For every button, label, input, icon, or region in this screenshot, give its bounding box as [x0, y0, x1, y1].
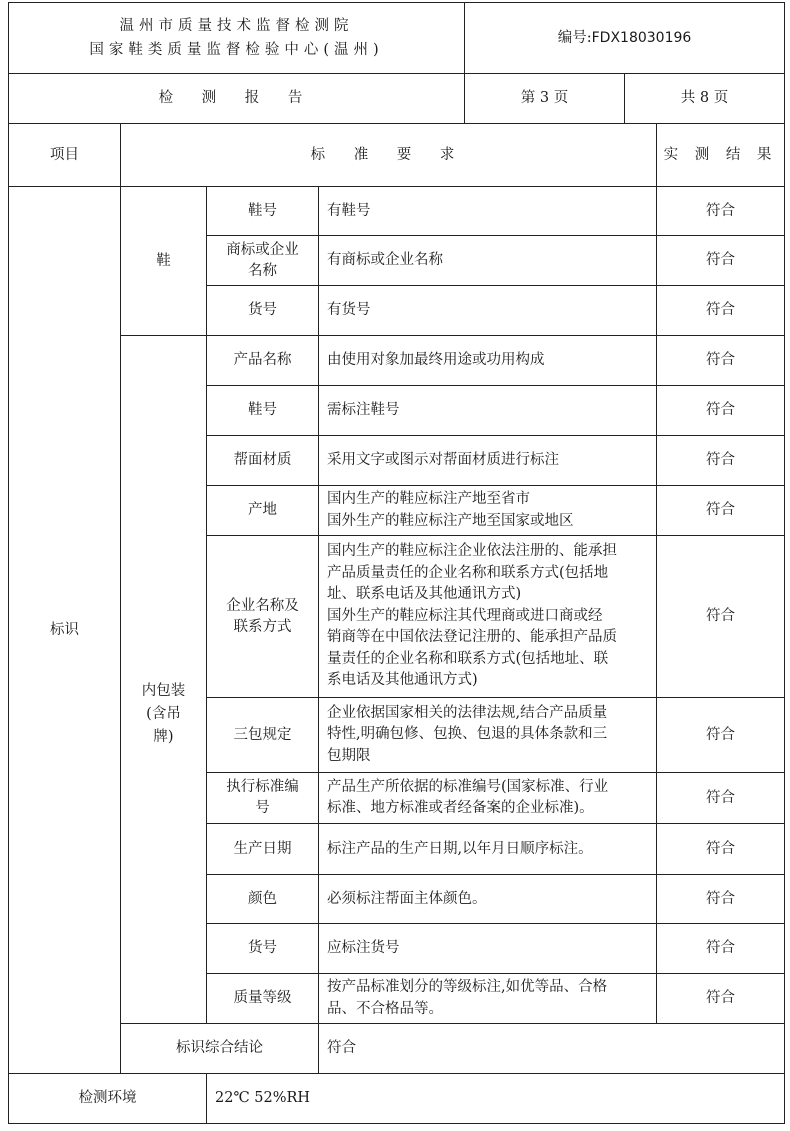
check-requirement: 有货号 — [319, 286, 657, 336]
table-row — [9, 187, 785, 236]
check-result: 符合 — [657, 236, 785, 286]
check-result: 符合 — [657, 698, 785, 773]
check-result: 符合 — [657, 386, 785, 436]
check-result: 符合 — [657, 486, 785, 536]
check-item-name: 商标或企业 名称 — [207, 236, 319, 286]
check-requirement: 产品生产所依据的标准编号(国家标准、行业 标准、地方标准或者经备案的企业标准)。 — [319, 773, 657, 824]
report-number-value: FDX18030196 — [591, 29, 692, 46]
check-item-name: 产品名称 — [207, 336, 319, 386]
column-header-result: 实 测 结 果 — [657, 124, 785, 187]
environment-row — [9, 1074, 785, 1124]
check-result: 符合 — [657, 286, 785, 336]
check-result: 符合 — [657, 436, 785, 486]
check-requirement: 由使用对象加最终用途或功用构成 — [319, 336, 657, 386]
check-item-name: 帮面材质 — [207, 436, 319, 486]
table-header-row — [9, 124, 785, 187]
check-requirement: 采用文字或图示对帮面材质进行标注 — [319, 436, 657, 486]
check-result: 符合 — [657, 875, 785, 924]
conclusion-row — [9, 1024, 785, 1074]
report-header — [8, 2, 785, 124]
check-item-name: 产地 — [207, 486, 319, 536]
check-requirement: 国内生产的鞋应标注产地至省市 国外生产的鞋应标注产地至国家或地区 — [319, 486, 657, 536]
report-page — [8, 2, 784, 1124]
inspection-table — [8, 123, 785, 1124]
conclusion-label: 标识综合结论 — [121, 1024, 319, 1074]
total-pages: 共 8 页 — [625, 74, 785, 124]
check-result: 符合 — [657, 924, 785, 974]
report-number — [465, 3, 785, 74]
page-number: 第 3 页 — [465, 74, 625, 124]
check-item-name: 颜色 — [207, 875, 319, 924]
check-requirement: 需标注鞋号 — [319, 386, 657, 436]
check-item-name: 货号 — [207, 286, 319, 336]
report-title: 检 测 报 告 — [9, 74, 465, 124]
check-item-name: 鞋号 — [207, 187, 319, 236]
check-requirement: 按产品标准划分的等级标注,如优等品、合格 品、不合格品等。 — [319, 974, 657, 1024]
column-header-requirement: 标 准 要 求 — [121, 124, 657, 187]
check-requirement: 应标注货号 — [319, 924, 657, 974]
environment-value: 22℃ 52%RH — [207, 1074, 785, 1124]
check-requirement: 标注产品的生产日期,以年月日顺序标注。 — [319, 824, 657, 875]
group-label-marking: 标识 — [9, 187, 121, 1074]
check-result: 符合 — [657, 773, 785, 824]
check-item-name: 三包规定 — [207, 698, 319, 773]
org-line-1: 温州市质量技术监督检测院 — [119, 18, 354, 34]
issuing-organization — [9, 3, 465, 74]
check-requirement: 必须标注帮面主体颜色。 — [319, 875, 657, 924]
check-item-name: 鞋号 — [207, 386, 319, 436]
table-row — [9, 336, 785, 386]
check-item-name: 货号 — [207, 924, 319, 974]
check-requirement: 国内生产的鞋应标注企业依法注册的、能承担 产品质量责任的企业名称和联系方式(包括地 址、联系电话及其他通讯方式) 国外生产的鞋应标注其代理商或进口商或经 销商等在中国依法登记注册的、能承担产品质 量责任的企业名称和联系方式(包括地址、联 系电话及其他通讯方式) — [319, 536, 657, 698]
org-line-2: 国家鞋类质量监督检验中心(温州) — [89, 42, 384, 58]
check-result: 符合 — [657, 336, 785, 386]
check-result: 符合 — [657, 974, 785, 1024]
subgroup-label-package: 内包装 (含吊 牌) — [121, 336, 207, 1024]
report-number-label: 编号: — [557, 29, 592, 46]
subgroup-label-shoe: 鞋 — [121, 187, 207, 336]
check-item-name: 质量等级 — [207, 974, 319, 1024]
check-item-name: 执行标准编 号 — [207, 773, 319, 824]
conclusion-value: 符合 — [319, 1024, 785, 1074]
check-requirement: 有鞋号 — [319, 187, 657, 236]
column-header-item: 项目 — [9, 124, 121, 187]
environment-label: 检测环境 — [9, 1074, 207, 1124]
check-result: 符合 — [657, 187, 785, 236]
check-requirement: 有商标或企业名称 — [319, 236, 657, 286]
check-requirement: 企业依据国家相关的法律法规,结合产品质量 特性,明确包修、包换、包退的具体条款和三 包期限 — [319, 698, 657, 773]
check-result: 符合 — [657, 536, 785, 698]
check-item-name: 企业名称及 联系方式 — [207, 536, 319, 698]
check-item-name: 生产日期 — [207, 824, 319, 875]
check-result: 符合 — [657, 824, 785, 875]
